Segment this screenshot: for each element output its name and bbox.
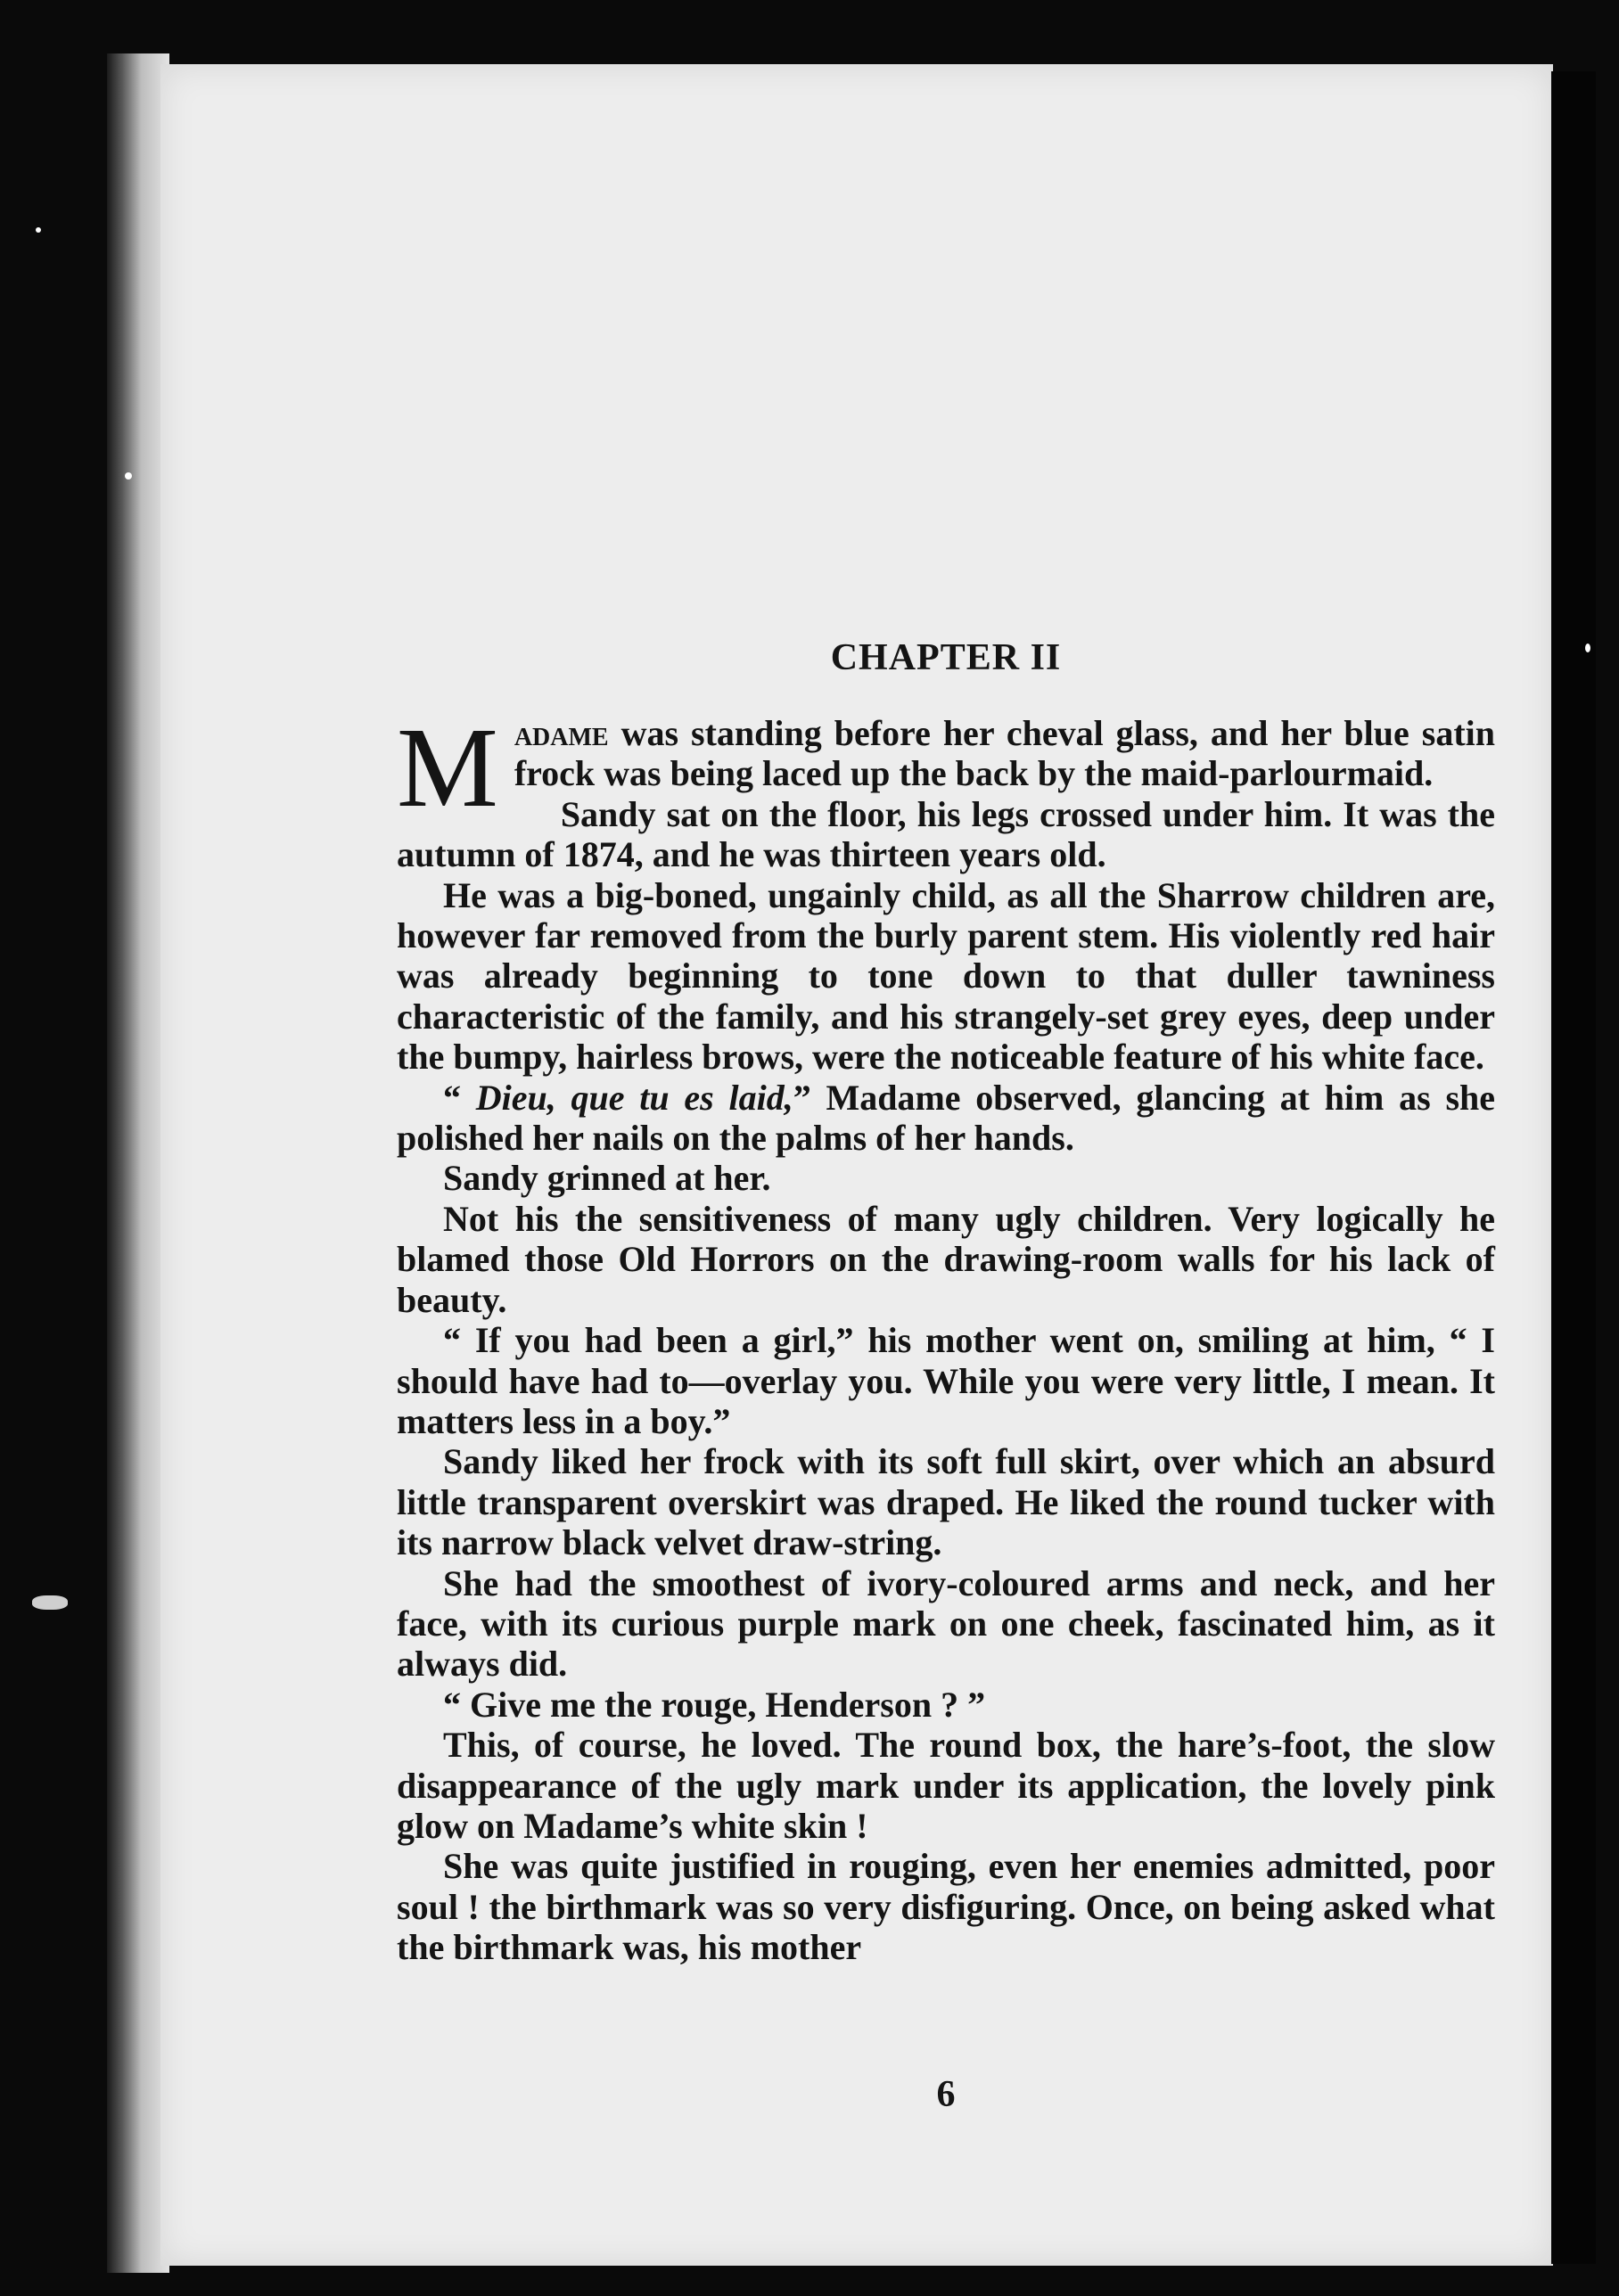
paragraph-2: Sandy sat on the floor, his legs crossed under him. It was the autumn of 1874, and he was thirteen years old. [397,793,1495,875]
paragraph-1 [397,704,1495,831]
paragraph-3: He was a big-boned, ungainly child, as all the Sharrow children are, however far removed from the burly parent stem. His violently red hair was already beginning to tone down to that duller tawniness characteristic of the family, and his strangely-set grey eyes, deep under the bumpy, hairless brows, were the noticeable feature of his white face. [397,874,1495,1078]
paragraph-5: Sandy grinned at her. [443,1158,771,1199]
paragraph-4-text: ” Madame observed, glancing at him as she polished her nails on the palms of her hands. [397,1077,1496,1159]
paragraph-4 [397,1078,1495,1159]
paragraph-6: Not his the sensitiveness of many ugly children. Very logically he blamed those Old Horrors on the drawing-room walls for his lack of beauty. [397,1198,1495,1320]
scan-speck [36,227,41,233]
paragraph-1-text: was standing before her cheval glass, and her blue satin frock was being laced up the back by the maid-parlourmaid. [514,713,1495,794]
opening-word: adame [514,713,609,753]
scan-smudge [32,1595,68,1610]
paragraph-11: This, of course, he loved. The round box, the hare’s-foot, the slow disappearance of the ugly mark under its application, the lovely pink glow on Madame’s white skin ! [397,1725,1495,1846]
scan-speck [1585,644,1590,652]
paragraph-7: “ If you had been a girl,” his mother went on, smiling at him, “ I should have had to—overlay you. While you were very little, I mean. It matters less in a boy.” [397,1320,1495,1441]
scan-speck [125,472,132,480]
drop-cap: M [397,704,498,831]
paragraph-10: “ Give me the rouge, Henderson ? ” [443,1684,986,1725]
page-right-shadow [1551,71,1596,2264]
open-quote: “ [443,1077,476,1118]
paragraph-8: Sandy liked her frock with its soft full skirt, over which an absurd little transparent overskirt was draped. He liked the round tucker with its narrow black velvet draw-string. [397,1441,1495,1563]
body-text [397,704,1496,1968]
paragraph-12: She was quite justified in rouging, even her enemies admitted, poor soul ! the birthmark was so very disfiguring. Once, on being asked what the birthmark was, his mother [397,1846,1495,1968]
paragraph-9: She had the smoothest of ivory-coloured arms and neck, and her face, with its curious purple mark on one cheek, fascinated him, as it always did. [397,1562,1495,1685]
page-number: 6 [936,2074,956,2115]
french-quote: Dieu, que tu es laid, [475,1077,793,1118]
chapter-title: CHAPTER II [830,637,1062,678]
